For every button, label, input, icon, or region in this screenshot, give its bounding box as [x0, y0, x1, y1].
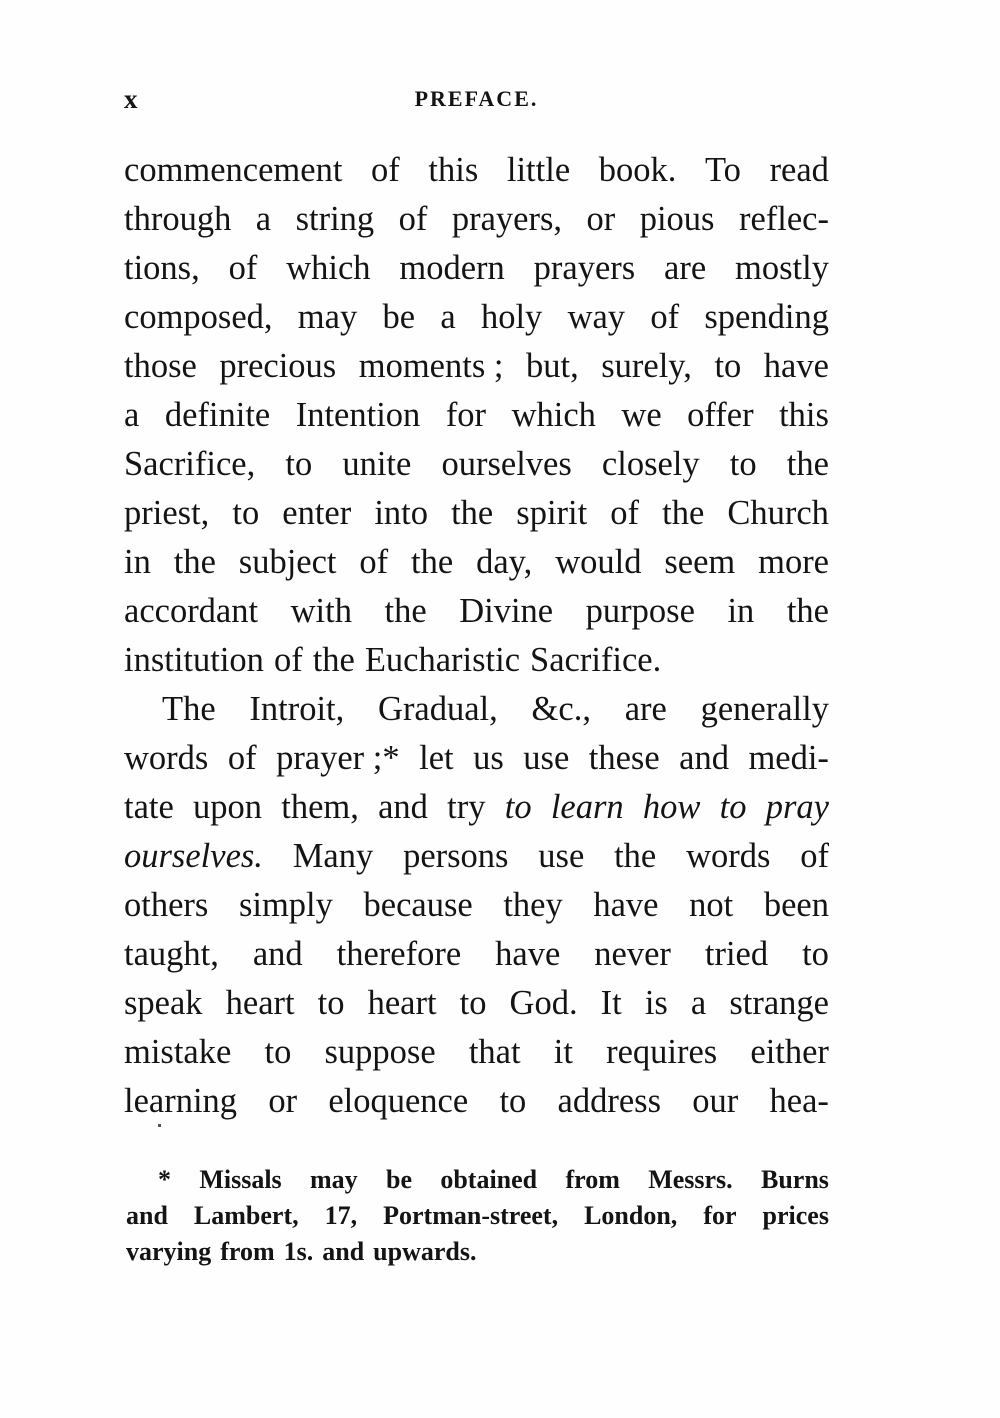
- word: composed,: [124, 298, 273, 336]
- word: more: [758, 543, 829, 581]
- word: and: [252, 935, 303, 973]
- word: the: [786, 445, 829, 483]
- word: Introit,: [249, 690, 345, 728]
- word: use: [523, 739, 570, 777]
- word: speak: [124, 984, 203, 1022]
- word: moments ;: [358, 347, 504, 385]
- word: either: [750, 1033, 829, 1071]
- word: are: [624, 690, 667, 728]
- word: to: [317, 984, 345, 1022]
- text-line: [124, 1028, 829, 1077]
- word: of: [650, 298, 680, 336]
- word: requires: [606, 1033, 718, 1071]
- word: precious: [219, 347, 337, 385]
- text-line: [124, 636, 829, 685]
- word: book.: [598, 151, 677, 189]
- word: commencement: [124, 151, 343, 189]
- word: 17,: [324, 1201, 358, 1230]
- word: these: [588, 739, 660, 777]
- word: to: [802, 935, 829, 973]
- text-line: [124, 734, 829, 783]
- word: string: [295, 200, 375, 238]
- word: 1s.: [283, 1237, 314, 1266]
- word: to: [499, 1082, 527, 1120]
- word: To: [705, 151, 741, 189]
- word: a: [255, 200, 272, 238]
- text-line: [124, 783, 829, 832]
- word: the: [312, 641, 355, 679]
- text-line: [124, 391, 829, 440]
- word: to: [285, 445, 313, 483]
- word: mistake: [124, 1033, 232, 1071]
- word: Gradual,: [378, 690, 498, 728]
- text-line: [124, 146, 829, 195]
- word: tried: [704, 935, 769, 973]
- word: read: [769, 151, 829, 189]
- word: which: [286, 249, 371, 287]
- word: never: [594, 935, 671, 973]
- word: Portman-street,: [383, 1201, 559, 1230]
- word: obtained: [440, 1165, 538, 1194]
- word: taught,: [124, 935, 219, 973]
- word: those: [124, 347, 197, 385]
- word: Sacrifice.: [530, 641, 662, 679]
- word: to: [504, 788, 532, 826]
- word: have: [495, 935, 561, 973]
- word: Sacrifice,: [124, 445, 256, 483]
- word: to: [729, 445, 757, 483]
- word: medi-: [748, 739, 829, 777]
- word: the: [451, 494, 494, 532]
- word: mostly: [735, 249, 829, 287]
- word: in: [124, 543, 151, 581]
- word: of: [398, 200, 428, 238]
- word: and: [378, 788, 428, 826]
- page-number: x: [124, 84, 139, 114]
- word: surely,: [601, 347, 692, 385]
- word: use: [538, 837, 585, 875]
- word: modern: [399, 249, 505, 287]
- word: ourselves.: [124, 837, 263, 875]
- word: may: [297, 298, 358, 336]
- word: the: [411, 543, 454, 581]
- word: in: [727, 592, 755, 630]
- word: Divine: [459, 592, 554, 630]
- word: Missals: [199, 1165, 282, 1194]
- word: ourselves: [441, 445, 572, 483]
- word: prayer ;*: [276, 739, 400, 777]
- word: Burns: [761, 1165, 829, 1194]
- word: our: [692, 1082, 739, 1120]
- word: tions,: [124, 249, 200, 287]
- word: that: [468, 1033, 521, 1071]
- word: to: [719, 788, 747, 826]
- footnote: [126, 1162, 829, 1270]
- word: the: [786, 592, 829, 630]
- text-line: [124, 293, 829, 342]
- word: be: [382, 298, 416, 336]
- word: for: [445, 396, 487, 434]
- text-line: [124, 881, 829, 930]
- word: for: [703, 1201, 737, 1230]
- word: it: [553, 1033, 573, 1071]
- text-line: [124, 685, 829, 734]
- word: strange: [729, 984, 829, 1022]
- word: a: [690, 984, 707, 1022]
- word: Church: [727, 494, 829, 532]
- word: reflec-: [738, 200, 829, 238]
- word: tate: [124, 788, 174, 826]
- word: generally: [700, 690, 829, 728]
- word: seem: [664, 543, 736, 581]
- word: way: [567, 298, 626, 336]
- word: the: [173, 543, 216, 581]
- word: heart: [225, 984, 295, 1022]
- word: they: [503, 886, 563, 924]
- word: pray: [765, 788, 829, 826]
- word: prices: [762, 1201, 829, 1230]
- word: to: [714, 347, 742, 385]
- word: It: [600, 984, 622, 1022]
- word: the: [614, 837, 657, 875]
- word: have: [763, 347, 829, 385]
- text-line: [124, 342, 829, 391]
- word: closely: [601, 445, 700, 483]
- word: to: [459, 984, 487, 1022]
- word: prayers,: [451, 200, 563, 238]
- word: from: [565, 1165, 620, 1194]
- word: to: [264, 1033, 292, 1071]
- word: accordant: [124, 592, 259, 630]
- word: of: [371, 151, 400, 189]
- word: Intention: [295, 396, 421, 434]
- word: but,: [525, 347, 579, 385]
- word: from: [220, 1237, 275, 1266]
- word: which: [511, 396, 596, 434]
- word: with: [290, 592, 352, 630]
- word: into: [374, 494, 428, 532]
- word: varying: [126, 1237, 212, 1266]
- text-line: [124, 832, 829, 881]
- word: day,: [476, 543, 533, 581]
- word: address: [557, 1082, 662, 1120]
- word: &c.,: [531, 690, 591, 728]
- word: try: [447, 788, 486, 826]
- word: through: [124, 200, 232, 238]
- word: us: [473, 739, 504, 777]
- text-line: [124, 1077, 829, 1126]
- word: unite: [342, 445, 412, 483]
- text-line: [124, 489, 829, 538]
- word: to: [232, 494, 260, 532]
- word: been: [763, 886, 829, 924]
- word: Eucharistic: [364, 641, 521, 679]
- word: a: [124, 396, 140, 434]
- word: eloquence: [328, 1082, 469, 1120]
- word: let: [419, 739, 454, 777]
- word: little: [506, 151, 571, 189]
- word: *: [158, 1165, 171, 1194]
- word: and: [679, 739, 729, 777]
- word: have: [593, 886, 659, 924]
- word: of: [359, 543, 389, 581]
- word: enter: [282, 494, 352, 532]
- word: spirit: [516, 494, 588, 532]
- word: definite: [164, 396, 271, 434]
- text-line: [124, 195, 829, 244]
- word: we: [621, 396, 662, 434]
- text-line: [124, 244, 829, 293]
- word: upon: [193, 788, 263, 826]
- word: is: [644, 984, 668, 1022]
- word: simply: [238, 886, 333, 924]
- word: Many: [292, 837, 374, 875]
- word: subject: [238, 543, 337, 581]
- word: others: [124, 886, 209, 924]
- word: The: [162, 690, 216, 728]
- body-text: [124, 146, 829, 1126]
- text-line: [124, 930, 829, 979]
- word: of: [610, 494, 640, 532]
- word: be: [386, 1165, 412, 1194]
- word: would: [555, 543, 642, 581]
- text-line: [124, 979, 829, 1028]
- word: or: [586, 200, 616, 238]
- word: God.: [509, 984, 578, 1022]
- footnote-line: [126, 1198, 829, 1234]
- word: spending: [704, 298, 829, 336]
- word: learning: [124, 1082, 238, 1120]
- word: a: [440, 298, 456, 336]
- word: London,: [584, 1201, 678, 1230]
- word: the: [662, 494, 705, 532]
- footnote-separator-mark: [158, 1124, 161, 1127]
- word: Messrs.: [648, 1165, 733, 1194]
- word: hea-: [769, 1082, 829, 1120]
- word: of: [800, 837, 829, 875]
- word: not: [689, 886, 734, 924]
- word: words: [124, 739, 209, 777]
- word: pious: [639, 200, 715, 238]
- footnote-line: [126, 1234, 829, 1270]
- word: them,: [281, 788, 359, 826]
- word: Lambert,: [193, 1201, 299, 1230]
- text-line: [124, 587, 829, 636]
- word: suppose: [324, 1033, 436, 1071]
- word: words: [686, 837, 771, 875]
- running-head: PREFACE.: [414, 86, 539, 111]
- text-line: [124, 538, 829, 587]
- word: of: [228, 249, 258, 287]
- footnote-line: [126, 1162, 829, 1198]
- word: learn: [550, 788, 624, 826]
- word: are: [664, 249, 707, 287]
- word: may: [310, 1165, 358, 1194]
- word: and: [126, 1201, 168, 1230]
- word: because: [363, 886, 473, 924]
- word: this: [428, 151, 479, 189]
- page-header: [124, 84, 829, 124]
- word: persons: [403, 837, 509, 875]
- word: of: [273, 641, 303, 679]
- word: of: [227, 739, 257, 777]
- word: purpose: [585, 592, 695, 630]
- word: and: [322, 1237, 365, 1266]
- word: therefore: [336, 935, 462, 973]
- word: offer: [687, 396, 754, 434]
- word: this: [779, 396, 829, 434]
- word: the: [384, 592, 427, 630]
- text-line: [124, 440, 829, 489]
- word: holy: [480, 298, 543, 336]
- word: how: [642, 788, 701, 826]
- word: heart: [367, 984, 437, 1022]
- word: upwards.: [373, 1237, 477, 1266]
- word: priest,: [124, 494, 210, 532]
- word: prayers: [533, 249, 636, 287]
- word: institution: [124, 641, 264, 679]
- word: or: [268, 1082, 298, 1120]
